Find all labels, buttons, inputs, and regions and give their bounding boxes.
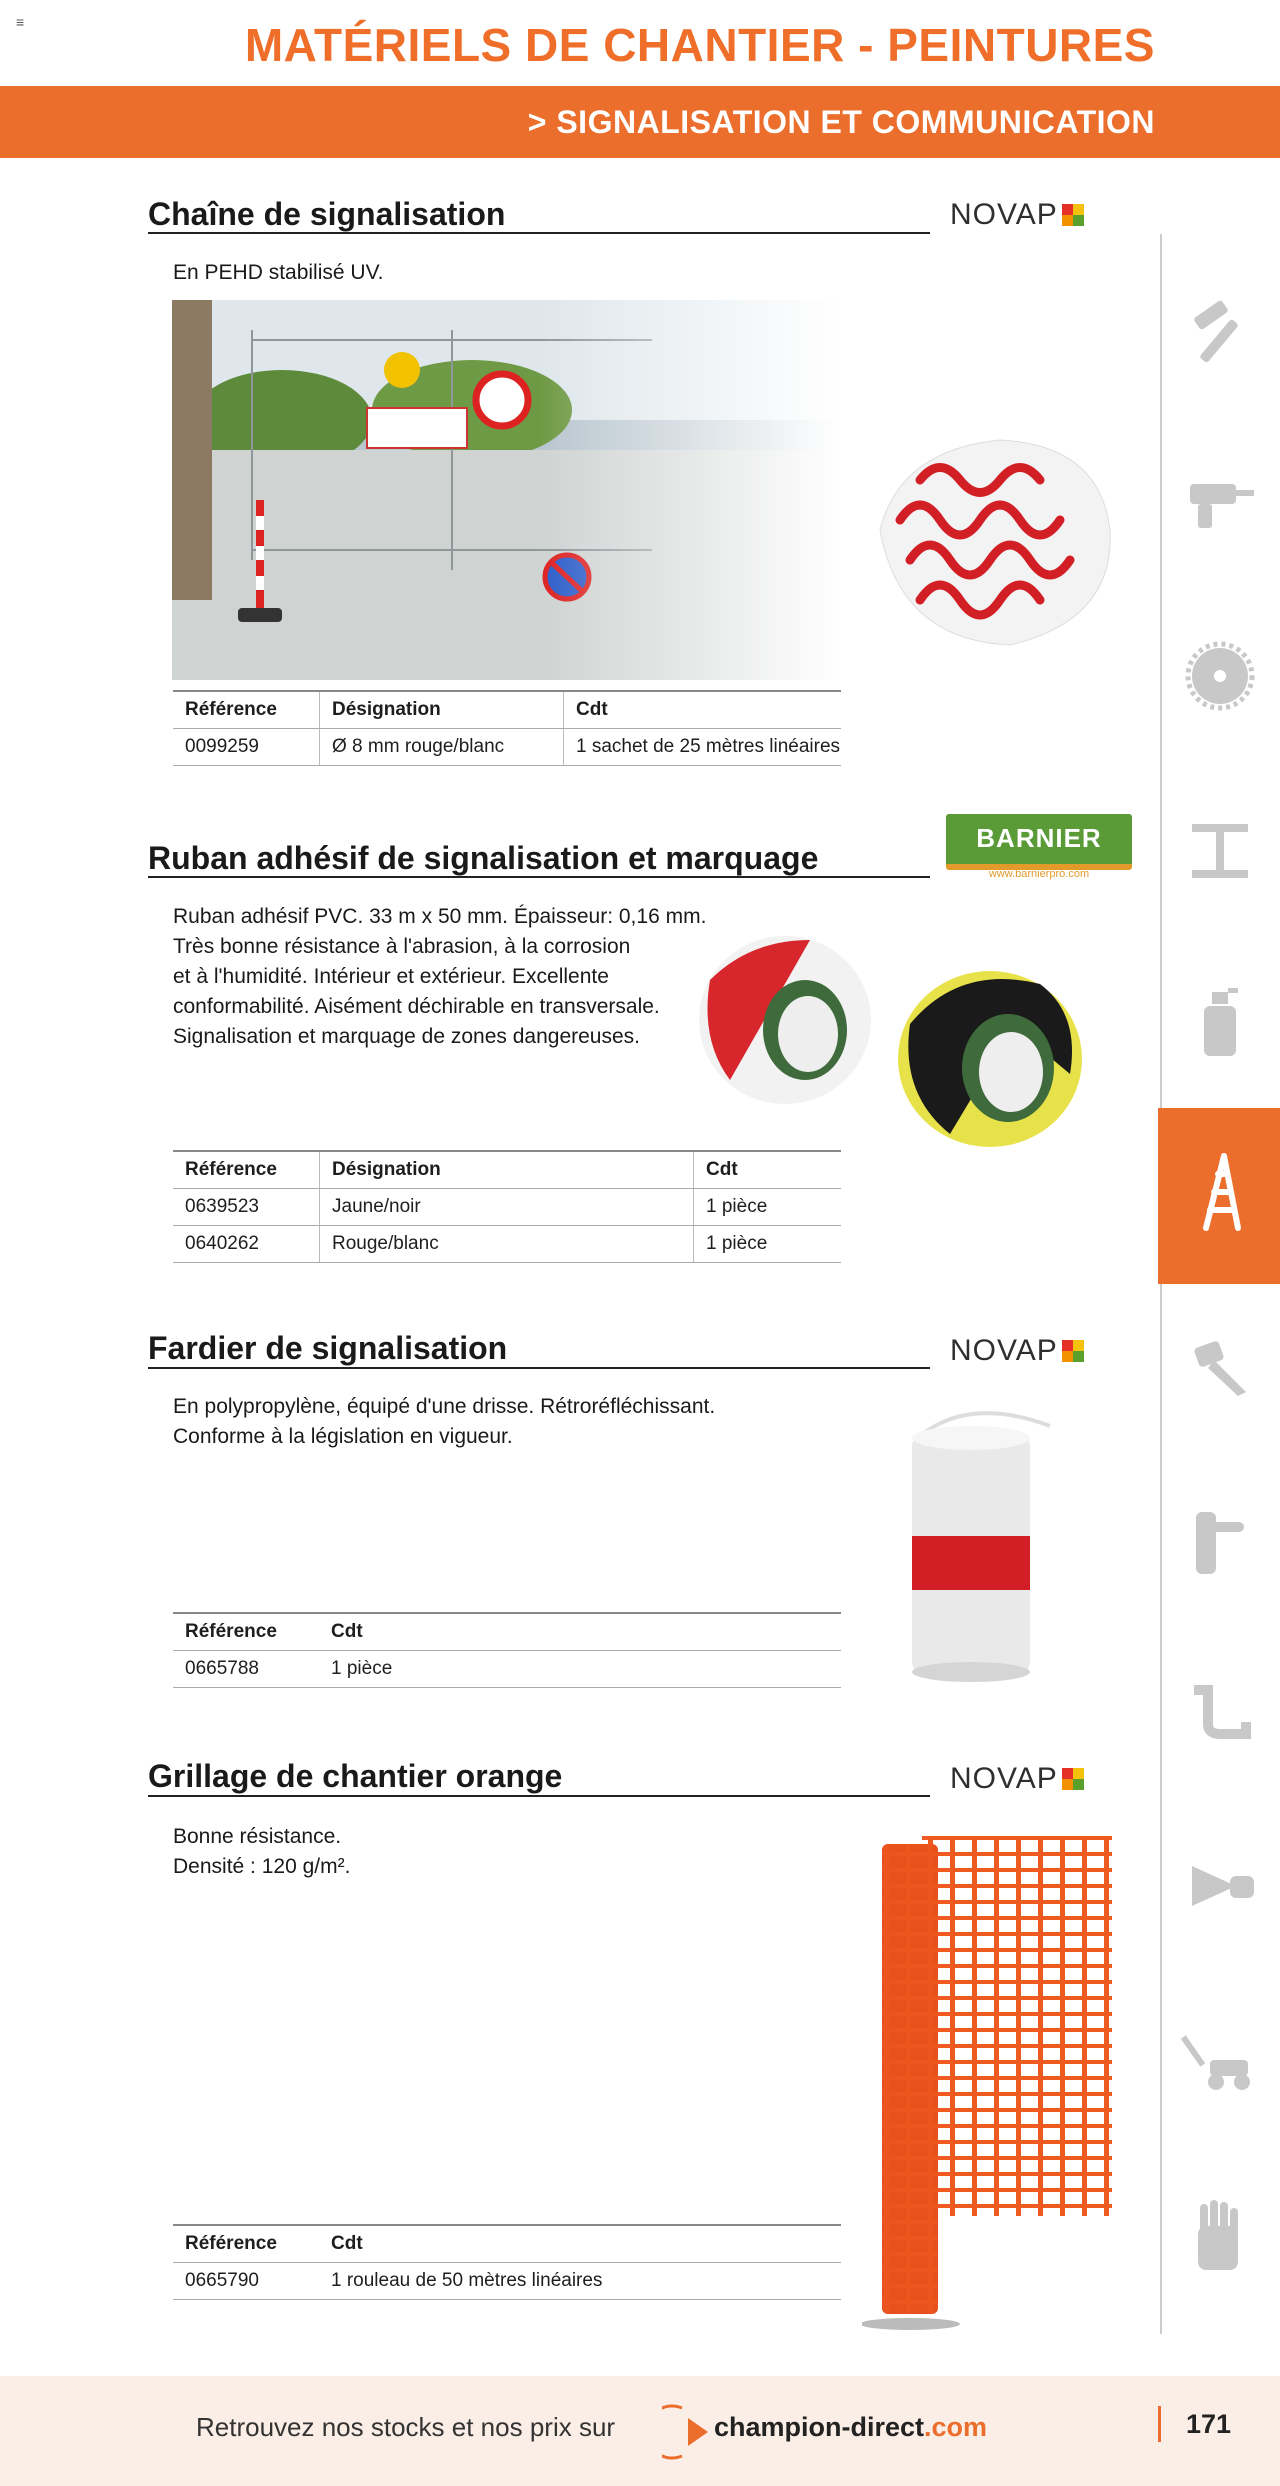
hammer-icon[interactable] [1180, 290, 1260, 370]
orange-mesh-photo [862, 1836, 1112, 2336]
footer [0, 2376, 1280, 2486]
table-header-cell: Désignation [319, 1152, 693, 1188]
novap-mark-icon [1062, 204, 1084, 226]
table-cell: 1 sachet de 25 mètres linéaires [563, 729, 841, 765]
table-cell: 0665788 [185, 1658, 259, 1679]
section-description: En polypropylène, équipé d'une drisse. Rétroréfléchissant. Conforme à la législation en vigueur. [173, 1395, 716, 1448]
screw-icon[interactable] [1180, 1326, 1260, 1406]
table-cell: Jaune/noir [319, 1189, 693, 1225]
table-row [173, 1651, 841, 1688]
sidebar-divider [1160, 234, 1162, 2334]
fardier-photo [900, 1406, 1070, 1686]
reference-table [173, 1150, 841, 1263]
novap-mark-icon [1062, 1768, 1084, 1790]
section-rule [148, 1795, 930, 1797]
brand-url: www.barnierpro.com [988, 868, 1090, 880]
lawn-mower-icon[interactable] [1180, 2020, 1260, 2100]
watering-can-icon[interactable] [1180, 1846, 1260, 1926]
brand-logo-novap: NOVAP [950, 1762, 1084, 1796]
page-number: 171 [1186, 2409, 1232, 2439]
table-cell: 1 pièce [331, 1658, 393, 1679]
section-description: Ruban adhésif PVC. 33 m x 50 mm. Épaisseur: 0,16 mm. Très bonne résistance à l'abrasion, à la corrosion et à l'humidité. Intérieur et extérieur. Excellente conformabilité. Aisément déchirable en transversale. Signalisation et marquage de zones dangereuses. [173, 905, 707, 1048]
table-cell: 1 pièce [693, 1226, 841, 1262]
table-header-cell: Référence [185, 699, 277, 720]
novap-mark-icon [1062, 1340, 1084, 1362]
section-rule [148, 232, 930, 234]
section-title-tape: Ruban adhésif de signalisation et marquage [148, 840, 819, 876]
table-cell: 1 rouleau de 50 mètres linéaires [331, 2270, 603, 2291]
table-header-cell: Cdt [331, 2233, 363, 2254]
spray-can-icon[interactable] [1180, 980, 1260, 1060]
table-header-cell: Référence [185, 1159, 277, 1180]
table-header-cell: Cdt [693, 1152, 841, 1188]
table-cell: Rouge/blanc [319, 1226, 693, 1262]
table-cell: 0639523 [185, 1196, 259, 1217]
table-cell: Ø 8 mm rouge/blanc [319, 729, 563, 765]
drill-icon[interactable] [1180, 460, 1260, 540]
table-row [173, 729, 841, 766]
reference-table [173, 1612, 841, 1688]
table-header-cell: Cdt [331, 1621, 363, 1642]
page-title: MATÉRIELS DE CHANTIER - PEINTURES [244, 19, 1155, 71]
tape-red-white-photo [690, 930, 880, 1110]
construction-site-photo [172, 300, 842, 680]
site-name: champion-direct [714, 2412, 925, 2442]
section-rule [148, 876, 930, 878]
table-cell: 1 pièce [693, 1189, 841, 1225]
door-handle-icon[interactable] [1180, 1500, 1260, 1580]
reference-table [173, 2224, 841, 2300]
section-title-fardier: Fardier de signalisation [148, 1330, 508, 1366]
reference-table [173, 690, 841, 766]
tape-yellow-black-photo [890, 964, 1090, 1154]
brand-logo-novap: NOVAP [950, 1334, 1084, 1368]
saw-blade-icon[interactable] [1180, 636, 1260, 716]
table-cell: 0640262 [185, 1233, 259, 1254]
category-bar [0, 86, 1280, 158]
menu-icon[interactable]: ≡ [16, 14, 25, 30]
table-cell: 0099259 [185, 736, 259, 757]
table-row [173, 1226, 841, 1263]
section-title-chain: Chaîne de signalisation [148, 196, 506, 232]
table-header-cell: Cdt [563, 692, 841, 728]
table-header-cell: Référence [185, 1621, 277, 1642]
pipe-icon[interactable] [1180, 1672, 1260, 1752]
table-header-row [173, 2224, 841, 2263]
section-description: En PEHD stabilisé UV. [173, 261, 384, 284]
table-header-cell: Désignation [319, 692, 563, 728]
footer-site-link[interactable] [714, 2412, 987, 2443]
footer-text: Retrouvez nos stocks et nos prix sur [196, 2412, 616, 2442]
table-cell: 0665790 [185, 2270, 259, 2291]
table-row [173, 2263, 841, 2300]
beam-icon[interactable] [1180, 810, 1260, 890]
glove-icon[interactable] [1180, 2196, 1260, 2276]
brand-name: BARNIER [976, 823, 1102, 853]
table-header-row [173, 690, 841, 729]
category-title: > SIGNALISATION ET COMMUNICATION [527, 104, 1155, 140]
table-header-row [173, 1150, 841, 1189]
section-rule [148, 1367, 930, 1369]
section-description: Bonne résistance. Densité : 120 g/m². [173, 1825, 351, 1878]
table-header-cell: Référence [185, 2233, 277, 2254]
footer-divider [1158, 2406, 1161, 2442]
section-title-grillage: Grillage de chantier orange [148, 1758, 563, 1794]
chain-bag-photo [860, 410, 1130, 670]
table-header-row [173, 1612, 841, 1651]
site-tld: .com [924, 2412, 988, 2442]
brand-logo-novap: NOVAP [950, 198, 1084, 232]
brand-logo-barnier [946, 814, 1132, 870]
table-row [173, 1189, 841, 1226]
ladder-icon[interactable] [1180, 1152, 1260, 1232]
